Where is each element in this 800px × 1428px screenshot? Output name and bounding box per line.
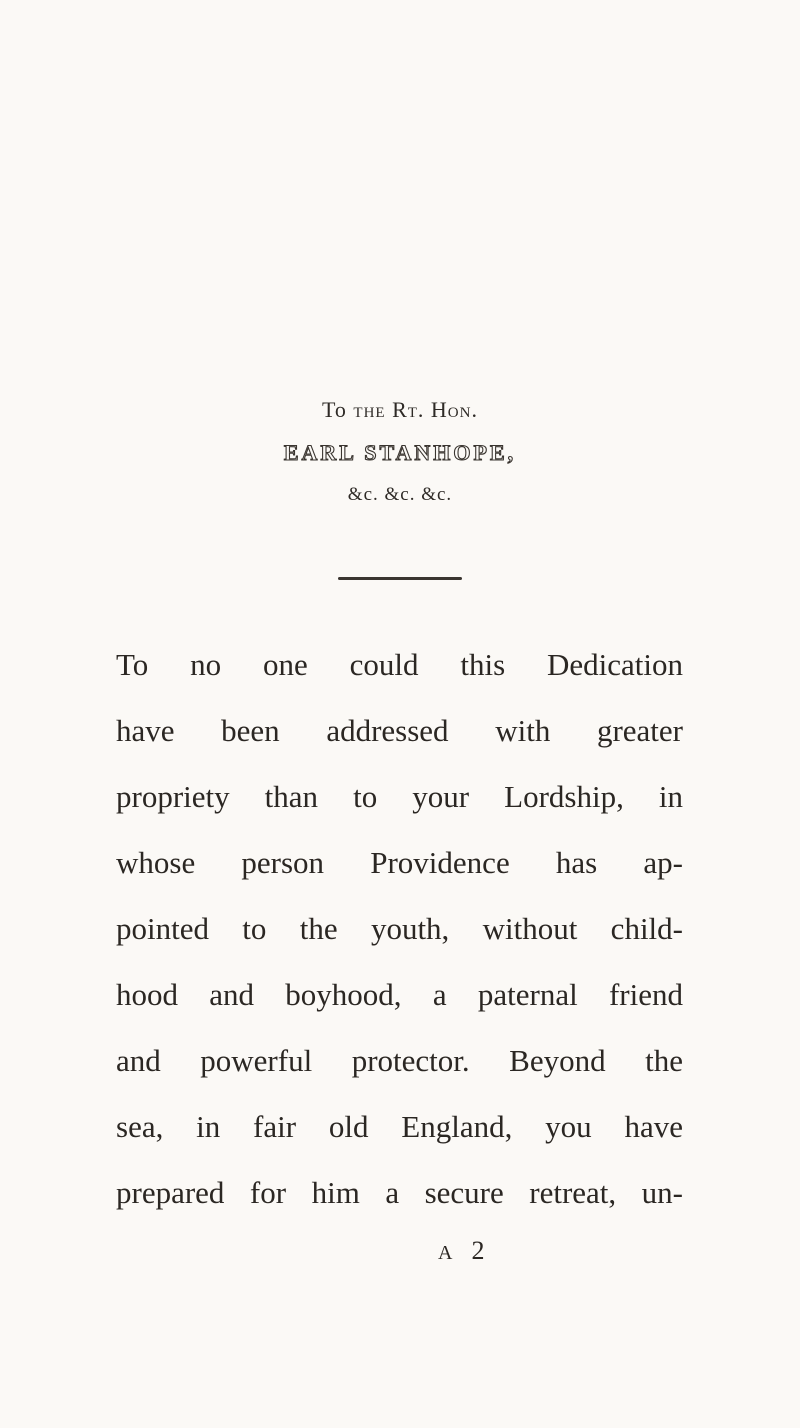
body-line-2: have been addressed with greater bbox=[116, 713, 683, 748]
addressee-the: the bbox=[353, 397, 386, 422]
body-line-5: pointed to the youth, without child- bbox=[116, 911, 683, 946]
body-line-1: To no one could this Dedication bbox=[116, 647, 683, 682]
addressee-hon: Hon. bbox=[430, 397, 478, 422]
body-line-7: and powerful protector. Beyond the bbox=[116, 1043, 683, 1078]
body-line-3: propriety than to your Lordship, in bbox=[116, 779, 683, 814]
addressee-name: EARL STANHOPE, bbox=[283, 440, 517, 465]
body-line-8: sea, in fair old England, you have bbox=[116, 1109, 683, 1144]
body-line-9: prepared for him a secure retreat, un- bbox=[116, 1175, 683, 1210]
signature-letter: A bbox=[438, 1242, 454, 1264]
addressee-rt: Rt. bbox=[392, 397, 425, 422]
signature-mark bbox=[438, 1236, 528, 1266]
divider-rule bbox=[338, 577, 462, 580]
addressee-to: To bbox=[322, 397, 347, 422]
body-line-6: hood and boyhood, a paternal friend bbox=[116, 977, 683, 1012]
signature-number: 2 bbox=[471, 1236, 485, 1265]
addressee-line bbox=[0, 397, 800, 423]
etc-line: &c. &c. &c. bbox=[347, 484, 453, 505]
body-line-4: whose person Providence has ap- bbox=[116, 845, 683, 880]
